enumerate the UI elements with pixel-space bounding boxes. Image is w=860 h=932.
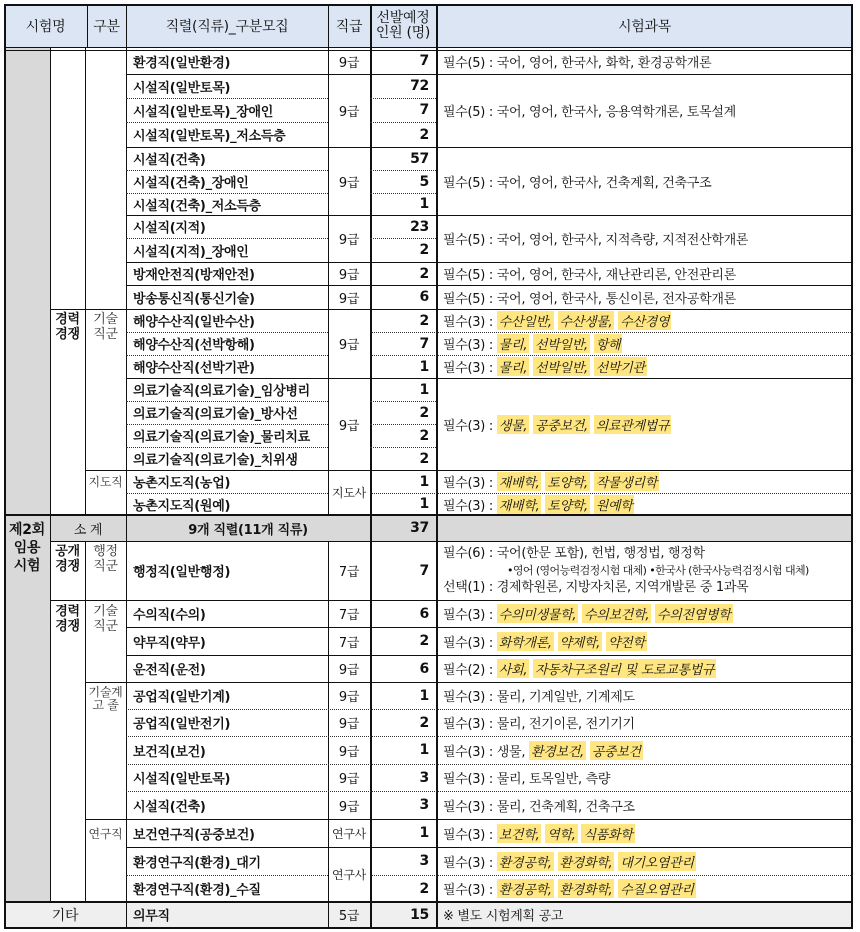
subject-prefix: 필수(3) :: [443, 498, 493, 514]
subject-highlight: 약전학: [606, 632, 647, 651]
count: 6: [419, 660, 429, 677]
exam-name-cell-round1: [4, 48, 50, 515]
count: 2: [419, 880, 429, 897]
job-name: 시설직(건축)_장애인: [133, 176, 249, 191]
group-career-line1: 경력: [55, 312, 80, 327]
subject-highlight: 화학개론,: [497, 632, 554, 651]
subject-highlight: 선박일반,: [533, 334, 590, 353]
subject-prefix: 필수(3) :: [443, 361, 493, 376]
subject-list: 국어, 영어, 한국사, 응용역학개론, 토목설계: [496, 105, 736, 120]
subjects: [436, 791, 853, 819]
job-name: 방송통신직(통신기술): [133, 291, 255, 307]
count: 1: [419, 473, 429, 490]
subject-prefix: 필수(5) :: [443, 268, 493, 283]
subject-list: 생물,: [496, 744, 526, 760]
count: 1: [419, 381, 429, 398]
subject-highlight: 환경보건,: [529, 741, 586, 760]
header-job-series: 직렬(직류)_구분모집: [126, 4, 328, 48]
grade: 9급: [338, 175, 360, 191]
subject-list: 국어, 영어, 한국사, 지적측량, 지적전산학개론: [496, 233, 749, 248]
job-name: 환경연구직(환경)_대기: [133, 855, 261, 871]
subject-prefix: 필수(3) :: [443, 418, 493, 434]
group-guidance: 지도직: [88, 475, 123, 489]
subject-highlight: 토양학,: [545, 495, 590, 514]
subject-prefix: 필수(3) :: [443, 799, 493, 815]
count: 1: [419, 496, 429, 512]
grade: 9급: [338, 418, 360, 434]
job-name: 행정직(일반행정): [133, 565, 231, 580]
subjects: [436, 600, 853, 627]
subject-prefix: 필수(5) :: [443, 105, 493, 120]
header-count-line2: 인원 (명): [375, 25, 431, 41]
job-name: 환경직(일반환경): [133, 55, 231, 71]
subject-prefix: 선택(1) :: [443, 580, 493, 595]
count: 3: [419, 853, 429, 869]
grade: 9급: [338, 233, 360, 248]
subject-substitute-note: •영어 (영어능력검정시험 대체) •한국사 (한국사능력검정시험 대체): [507, 564, 809, 577]
group-research: 연구직: [88, 826, 123, 841]
job-name: 해양수산직(선박항해): [133, 338, 255, 353]
subject-highlight: 재배학,: [497, 495, 542, 514]
grade: 9급: [338, 105, 360, 120]
round2-line2: 임용: [13, 540, 41, 556]
other-label: 기타: [4, 902, 126, 927]
grade: 9급: [338, 338, 360, 353]
subject-prefix: 필수(3) :: [443, 883, 493, 898]
job-name: 의료기술직(의료기술)_물리치료: [133, 430, 310, 445]
subject-prefix: 필수(3) :: [443, 744, 493, 760]
subjects: [436, 285, 853, 309]
job-name: 보건연구직(공중보건): [133, 827, 255, 843]
grade: 연구사: [332, 826, 366, 841]
subject-highlight: 수산일반,: [497, 311, 554, 330]
round2-line1: 제2회: [9, 522, 45, 538]
subject-prefix: 필수(3) :: [443, 772, 493, 787]
subjects: [436, 332, 853, 355]
subject-list: 물리, 건축계획, 건축구조: [496, 799, 635, 815]
round2-line3: 시험: [13, 558, 41, 574]
job-name: 해양수산직(선박기관): [133, 361, 255, 376]
job-name: 의료기술직(의료기술)_임상병리: [133, 384, 310, 399]
subjects: [436, 764, 853, 791]
grade: 9급: [338, 291, 360, 307]
group-career2: [50, 604, 85, 640]
subjects: [436, 147, 853, 215]
subjects: [436, 493, 853, 515]
count: 6: [419, 605, 429, 622]
job-name: 시설직(지적): [133, 221, 206, 236]
count: 2: [419, 450, 429, 467]
subject-prefix: 필수(6) :: [443, 546, 493, 561]
count: 2: [419, 714, 429, 731]
group-open-line1: 공개: [55, 544, 80, 559]
subject-list: 국어, 영어, 한국사, 통신이론, 전자공학개론: [496, 291, 736, 307]
subject-prefix: 필수(3) :: [443, 855, 493, 871]
subject-prefix: 필수(3) :: [443, 690, 493, 705]
count: 2: [419, 312, 429, 329]
grade: 9급: [338, 772, 360, 787]
grade: 연구사: [332, 868, 366, 882]
group-tech-line1: 기술: [93, 312, 118, 327]
grade: 9급: [338, 690, 360, 705]
subject-highlight: 환경공학,: [497, 852, 554, 871]
group-tech-highschool: [85, 686, 126, 720]
count: 5: [419, 173, 429, 190]
grade: 7급: [338, 565, 360, 580]
subject-list: 경제학원론, 지방자치론, 지역개발론 중 1과목: [496, 580, 749, 595]
subjects: [436, 355, 853, 378]
subtotal-count: 37: [370, 515, 436, 541]
subject-prefix: 필수(3) :: [443, 635, 493, 651]
subject-highlight: 공중보건: [590, 741, 643, 760]
subject-prefix: 필수(5) :: [443, 175, 493, 191]
subject-list: 물리, 전기이론, 전기기기: [496, 717, 635, 732]
job-name: 수의직(수의): [133, 608, 206, 623]
exam-name-round2: [4, 515, 50, 902]
count: 7: [419, 53, 429, 69]
subject-list: 국어, 영어, 한국사, 건축계획, 건축구조: [496, 175, 712, 191]
count: 2: [419, 404, 429, 421]
count: 57: [410, 150, 429, 167]
group-techhs-line2: 고 졸: [92, 698, 119, 712]
count: 1: [419, 825, 429, 841]
subject-highlight: 공중보건,: [533, 415, 590, 434]
subject-highlight: 재배학,: [497, 472, 542, 491]
count: 2: [419, 126, 429, 143]
subjects: [436, 74, 853, 147]
subject-prefix: 필수(3) :: [443, 315, 493, 330]
job-name: 농촌지도직(원예): [133, 498, 231, 514]
subject-highlight: 토양학,: [545, 472, 590, 491]
recruitment-table: [4, 4, 853, 929]
job-name: 의료기술직(의료기술)_치위생: [133, 453, 298, 468]
header-exam-name: 시험명: [4, 4, 87, 48]
grade: 7급: [338, 608, 360, 623]
subtotal-subjects-empty: [436, 515, 853, 541]
subject-highlight: 역학,: [545, 824, 577, 843]
count: 1: [419, 196, 429, 212]
job-name: 농촌지도직(농업): [133, 476, 231, 491]
grade: 9급: [338, 744, 360, 760]
group-admin-line2: 직군: [93, 559, 118, 574]
subjects: [436, 682, 853, 709]
count: 3: [419, 769, 429, 786]
subject-highlight: 항해: [594, 334, 623, 353]
group-career2-line1: 경력: [55, 604, 80, 619]
group-tech2: [85, 604, 126, 640]
subject-highlight: 선박기관: [594, 357, 647, 376]
group-open: [50, 544, 85, 580]
subjects: [436, 655, 853, 682]
count: 23: [410, 218, 429, 235]
subject-highlight: 환경공학,: [497, 879, 554, 898]
header-grade: 직급: [328, 4, 370, 48]
count: 3: [419, 797, 429, 813]
subjects: [436, 215, 853, 262]
job-name: 시설직(일반토목): [133, 772, 231, 787]
job-name: 의무직: [126, 902, 328, 927]
grade: 지도사: [332, 486, 366, 500]
subject-highlight: 수의보건학,: [582, 604, 651, 623]
group-tech2-line2: 직군: [93, 619, 118, 634]
header-count-line1: 선발예정: [376, 10, 430, 26]
subject-highlight: 수질오염관리: [618, 879, 696, 898]
header-subjects: 시험과목: [436, 4, 853, 48]
subject-highlight: 수의전염병학: [655, 604, 733, 623]
group-techhs-line1: 기술계: [88, 686, 123, 699]
subject-prefix: 필수(3) :: [443, 717, 493, 732]
count: 2: [419, 242, 429, 258]
count: 72: [410, 78, 429, 94]
subjects: [436, 541, 853, 600]
job-name: 해양수산직(일반수산): [133, 315, 255, 330]
count: 2: [419, 633, 429, 649]
grade: 9급: [338, 268, 360, 283]
subject-prefix: 필수(3) :: [443, 476, 493, 491]
subjects: [436, 736, 853, 764]
subject-prefix: 필수(2) :: [443, 663, 493, 678]
subject-prefix: 필수(5) :: [443, 55, 493, 71]
subject-highlight: 자동차구조원리 및 도로교통법규: [533, 659, 716, 678]
subject-highlight: 작물생리학: [594, 472, 659, 491]
subjects: [436, 709, 853, 736]
group-admin-line1: 행정: [93, 544, 118, 559]
subject-highlight: 선박일반,: [533, 357, 590, 376]
job-name: 시설직(건축): [133, 153, 206, 168]
count: 1: [419, 742, 429, 758]
job-name: 운전직(운전): [133, 663, 206, 678]
job-name: 공업직(일반기계): [133, 690, 231, 705]
subject-list: 물리, 토목일반, 측량: [496, 772, 611, 787]
job-name: 시설직(일반토목): [133, 80, 231, 96]
job-name: 시설직(건축)_저소득층: [133, 198, 261, 214]
group-tech: [85, 309, 126, 345]
count: 7: [419, 562, 429, 579]
subject-prefix: 필수(5) :: [443, 291, 493, 307]
subjects: [436, 48, 853, 74]
subjects: [436, 378, 853, 470]
group-tech-line2: 직군: [93, 327, 118, 342]
subtotal-series: 9개 직렬(11개 직류): [126, 515, 370, 541]
subject-list: 물리, 기계일반, 기계제도: [496, 690, 635, 705]
group-open-line2: 경쟁: [55, 559, 80, 574]
grade: 9급: [338, 663, 360, 678]
job-name: 환경연구직(환경)_수질: [133, 883, 261, 898]
subject-highlight: 의료관계법규: [594, 415, 672, 434]
count: 1: [419, 687, 429, 704]
group-career2-line2: 경쟁: [55, 619, 80, 634]
subject-highlight: 약제학,: [558, 632, 603, 651]
job-name: 의료기술직(의료기술)_방사선: [133, 407, 298, 422]
subject-highlight: 식품화학: [581, 824, 634, 843]
group-admin: [85, 544, 126, 580]
count: 6: [419, 289, 429, 305]
subjects: [436, 470, 853, 493]
subjects: [436, 847, 853, 875]
count: 2: [419, 265, 429, 282]
subject-prefix: 필수(5) :: [443, 233, 493, 248]
header-count: [370, 4, 436, 48]
count: 7: [419, 102, 429, 118]
job-name: 공업직(일반전기): [133, 717, 231, 732]
grade: 5급: [328, 902, 370, 927]
group-career-line2: 경쟁: [55, 327, 80, 342]
subject-highlight: 물리,: [497, 357, 529, 376]
subjects: [436, 875, 853, 902]
count: 15: [370, 902, 436, 927]
subject-list: 국어(한문 포함), 헌법, 행정법, 행정학: [496, 546, 705, 561]
subject-highlight: 사회,: [497, 659, 529, 678]
subject-highlight: 수의미생물학,: [497, 604, 578, 623]
subject-highlight: 수산경영: [618, 311, 671, 330]
header-category: 구분: [87, 4, 126, 48]
subject-highlight: 물리,: [497, 334, 529, 353]
grade: 9급: [338, 717, 360, 732]
job-name: 방재안전직(방재안전): [133, 268, 255, 283]
subject-prefix: 필수(3) :: [443, 608, 493, 623]
job-name: 보건직(보건): [133, 744, 206, 760]
subject-list: 국어, 영어, 한국사, 재난관리론, 안전관리론: [496, 268, 736, 283]
subject-highlight: 보건학,: [497, 824, 542, 843]
group-tech2-line1: 기술: [93, 604, 118, 619]
count: 1: [419, 358, 429, 375]
count: 7: [419, 335, 429, 352]
grade: 7급: [338, 635, 360, 651]
subject-highlight: 수산생물,: [558, 311, 615, 330]
job-name: 약무직(약무): [133, 635, 206, 651]
subjects: [436, 309, 853, 332]
subject-prefix: 필수(3) :: [443, 827, 493, 843]
job-name: 시설직(건축): [133, 799, 206, 815]
job-name: 시설직(일반토목)_장애인: [133, 104, 274, 120]
grade: 9급: [338, 55, 360, 71]
subject-highlight: 환경화학,: [558, 879, 615, 898]
job-name: 시설직(지적)_장애인: [133, 244, 249, 260]
group-career: [50, 309, 85, 345]
subtotal-label: 소 계: [50, 515, 126, 541]
job-name: 시설직(일반토목)_저소득층: [133, 129, 286, 144]
subject-highlight: 대기오염관리: [618, 852, 696, 871]
subjects: [436, 627, 853, 655]
subjects: [436, 819, 853, 847]
subjects: [436, 262, 853, 285]
subject-highlight: 생물,: [497, 415, 529, 434]
subject-list: 국어, 영어, 한국사, 화학, 환경공학개론: [496, 55, 712, 71]
subjects: ※ 별도 시험계획 공고: [436, 902, 853, 927]
subject-highlight: 원예학: [594, 495, 635, 514]
subject-prefix: 필수(3) :: [443, 338, 493, 353]
count: 2: [419, 427, 429, 444]
grade: 9급: [338, 799, 360, 815]
subject-highlight: 환경화학,: [558, 852, 615, 871]
